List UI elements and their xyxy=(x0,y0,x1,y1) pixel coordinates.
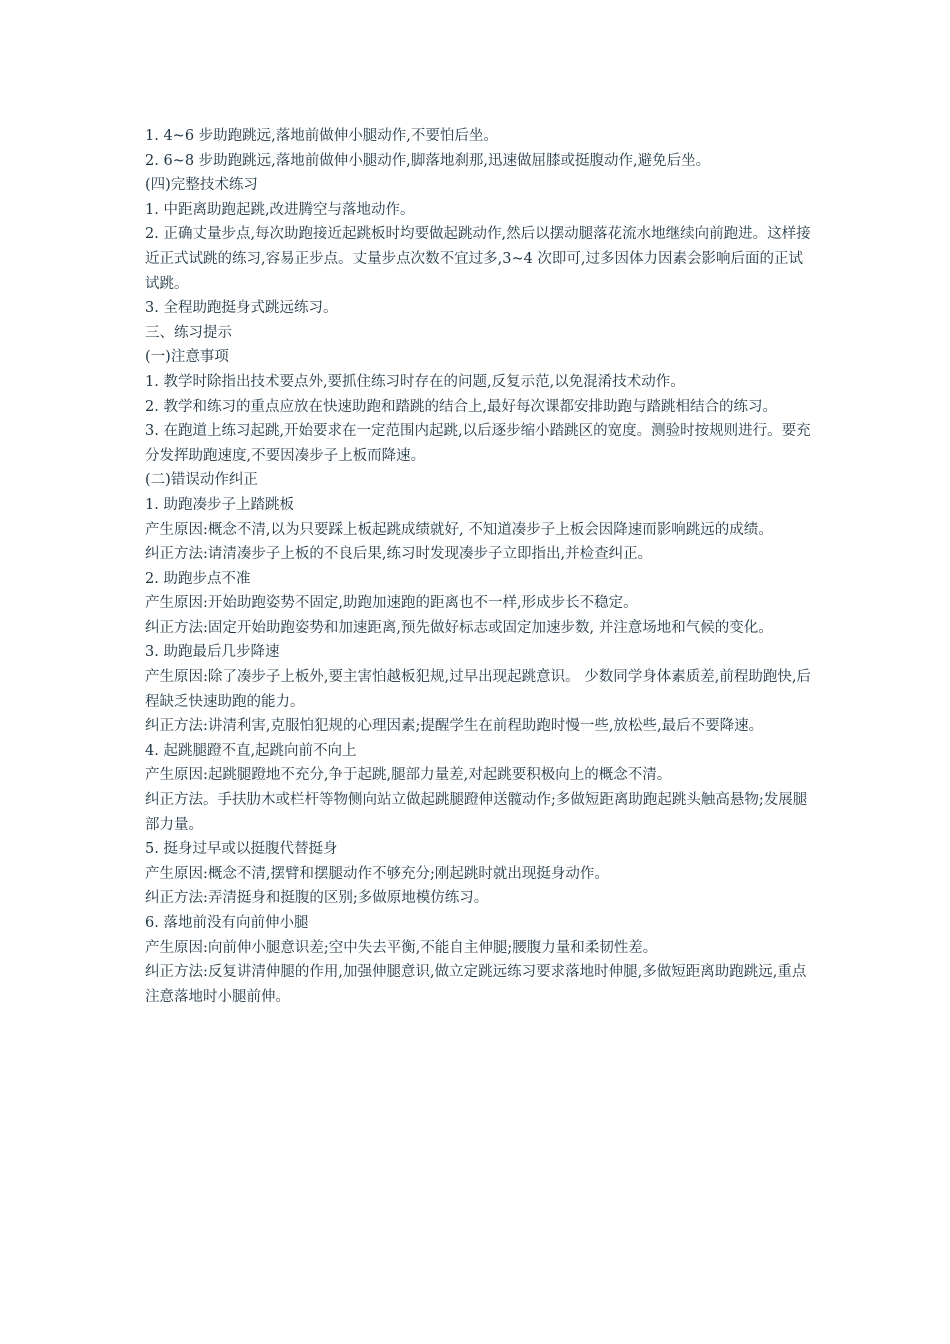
error-cause-1: 产生原因:概念不清,以为只要踩上板起跳成绩就好, 不知道凑步子上板会因降速而影响跳远的成绩。 xyxy=(145,521,773,538)
paragraph-4: 1. 中距离助跑起跳,改进腾空与落地动作。 xyxy=(145,201,415,218)
paragraph-6: 3. 全程助跑挺身式跳远练习。 xyxy=(145,300,338,317)
error-fix-2: 纠正方法:固定开始助跑姿势和加速距离,预先做好标志或固定加速步数, 并注意场地和气候的变化。 xyxy=(145,619,773,636)
error-cause-4: 产生原因:起跳腿蹬地不充分,争于起跳,腿部力量差,对起跳要积极向上的概念不清。 xyxy=(145,767,672,784)
error-cause-2: 产生原因:开始助跑姿势不固定,助跑加速跑的距离也不一样,形成步长不稳定。 xyxy=(145,595,638,612)
error-cause-3: 产生原因:除了凑步子上板外,要主害怕越板犯规,过早出现起跳意识。 少数同学身体素质差,前程助跑快,后程缺乏快速助跑的能力。 xyxy=(145,669,811,710)
paragraph-10: 2. 教学和练习的重点应放在快速助跑和踏跳的结合上,最好每次课都安排助跑与踏跳相结合的练习。 xyxy=(145,398,778,415)
paragraph-5: 2. 正确丈量步点,每次助跑接近起跳板时均要做起跳动作,然后以摆动腿落花流水地继续向前跑进。这样接近正式试跳的练习,容易正步点。丈量步点次数不宜过多,3~4 次即可,过多因体力因素会影响后面的正试试跳。 xyxy=(145,226,811,292)
error-cause-6: 产生原因:向前伸小腿意识差;空中失去平衡,不能自主伸腿;腰腹力量和柔韧性差。 xyxy=(145,939,658,956)
error-item-heading-4: 4. 起跳腿蹬不直,起跳向前不向上 xyxy=(145,742,357,759)
paragraph-2: 2. 6~8 步助跑跳远,落地前做伸小腿动作,脚落地刹那,迅速做屈膝或挺腹动作,避免后坐。 xyxy=(145,152,711,169)
error-item-heading-6: 6. 落地前没有向前伸小腿 xyxy=(145,915,309,931)
paragraph-1: 1. 4~6 步助跑跳远,落地前做伸小腿动作,不要怕后坐。 xyxy=(145,128,498,144)
error-fix-4: 纠正方法。手扶肋木或栏杆等物侧向站立做起跳腿蹬伸送髋动作;多做短距离助跑起跳头触高悬物;发展腿部力量。 xyxy=(145,792,808,833)
document-body xyxy=(145,124,815,1009)
error-item-heading-2: 2. 助跑步点不准 xyxy=(145,570,251,587)
subsection-heading-notes: (一)注意事项 xyxy=(145,349,229,366)
paragraph-9: 1. 教学时除指出技术要点外,要抓住练习时存在的问题,反复示范,以免混淆技术动作。 xyxy=(145,373,685,390)
error-item-heading-3: 3. 助跑最后几步降速 xyxy=(145,644,280,661)
error-fix-5: 纠正方法:弄清挺身和挺腹的区别;多做原地模仿练习。 xyxy=(145,890,489,907)
error-fix-3: 纠正方法:讲清利害,克服怕犯规的心理因素;提醒学生在前程助跑时慢一些,放松些,最后不要降速。 xyxy=(145,718,764,735)
error-fix-6: 纠正方法:反复讲清伸腿的作用,加强伸腿意识,做立定跳远练习要求落地时伸腿,多做短距离助跑跳远,重点注意落地时小腿前伸。 xyxy=(145,964,807,1005)
paragraph-11: 3. 在跑道上练习起跳,开始要求在一定范围内起跳,以后逐步缩小踏跳区的宽度。测验时按规则进行。要充分发挥助跑速度,不要因凑步子上板而降速。 xyxy=(145,423,811,464)
error-item-heading-5: 5. 挺身过早或以挺腹代替挺身 xyxy=(145,841,338,858)
section-heading-practice-tips: 三、练习提示 xyxy=(145,324,232,341)
error-cause-5: 产生原因:概念不清,摆臂和摆腿动作不够充分;刚起跳时就出现挺身动作。 xyxy=(145,865,609,882)
subsection-heading-error-correction: (二)错误动作纠正 xyxy=(145,472,258,489)
error-fix-1: 纠正方法:请清凑步子上板的不良后果,练习时发现凑步子立即指出,并检查纠正。 xyxy=(145,546,653,563)
error-item-heading-1: 1. 助跑凑步子上踏跳板 xyxy=(145,496,294,513)
section-heading-complete-technique: (四)完整技术练习 xyxy=(145,177,258,194)
